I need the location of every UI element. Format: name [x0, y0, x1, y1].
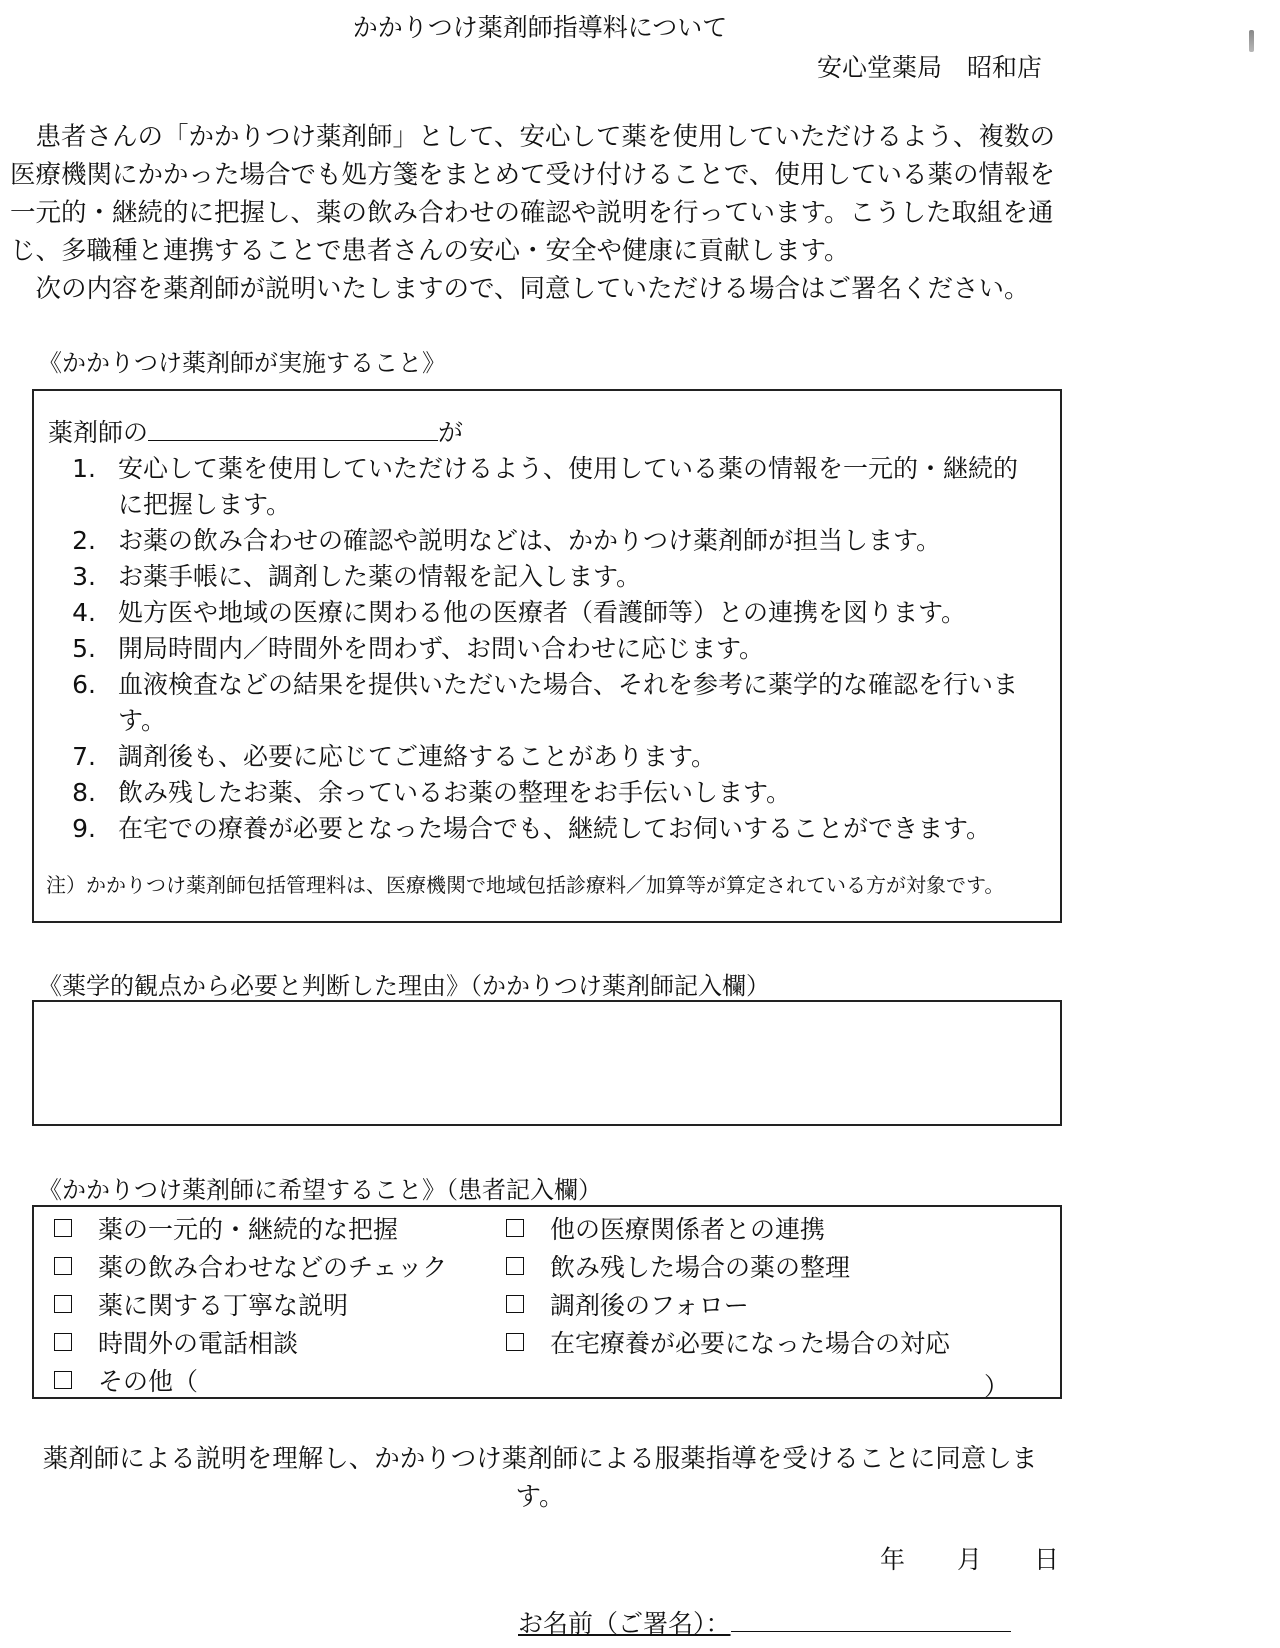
intro-text	[10, 118, 1080, 308]
checkbox-option[interactable]	[500, 1247, 850, 1285]
checkbox-icon[interactable]	[54, 1257, 72, 1275]
item-number: 3.	[72, 562, 96, 591]
date-line	[880, 1540, 1059, 1576]
list-item	[34, 559, 1060, 595]
checkbox-icon[interactable]	[54, 1295, 72, 1313]
scan-speck	[1249, 30, 1254, 52]
section1-heading: 《かかりつけ薬剤師が実施すること》	[38, 349, 446, 377]
list-item	[34, 595, 1060, 631]
signature-blank[interactable]	[731, 1607, 1011, 1632]
list-item	[34, 523, 1060, 559]
wishes-box	[32, 1205, 1062, 1399]
signature-label: お名前（ご署名）：	[518, 1609, 731, 1638]
checkbox-option-other[interactable]	[48, 1361, 198, 1399]
item-text: 飲み残したお薬、余っているお薬の整理をお手伝いします。	[118, 778, 792, 807]
option-label: 薬の飲み合わせなどのチェック	[98, 1253, 448, 1282]
item-number: 2.	[72, 526, 96, 555]
item-text: 安心して薬を使用していただけるよう、使用している薬の情報を一元的・継続的に把握します。	[118, 454, 1019, 519]
item-text: お薬手帳に、調剤した薬の情報を記入します。	[118, 562, 642, 591]
item-text: お薬の飲み合わせの確認や説明などは、かかりつけ薬剤師が担当します。	[118, 526, 942, 555]
list-item	[34, 667, 1060, 739]
checkbox-option[interactable]	[48, 1247, 447, 1285]
duties-box	[32, 389, 1062, 923]
option-label: 調剤後のフォロー	[550, 1291, 749, 1320]
signature-line	[518, 1604, 1011, 1640]
checkbox-option[interactable]	[48, 1285, 348, 1323]
item-text: 調剤後も、必要に応じてご連絡することがあります。	[118, 742, 717, 771]
list-item	[34, 631, 1060, 667]
item-number: 7.	[72, 742, 96, 771]
option-label: 在宅療養が必要になった場合の対応	[550, 1329, 951, 1358]
item-number: 6.	[72, 670, 96, 699]
other-close-paren: ）	[984, 1372, 1010, 1401]
option-label: 薬の一元的・継続的な把握	[98, 1215, 399, 1244]
pharmacist-name-line	[48, 413, 463, 449]
list-item	[34, 775, 1060, 811]
option-label: 飲み残した場合の薬の整理	[550, 1253, 851, 1282]
item-text: 血液検査などの結果を提供いただいた場合、それを参考に薬学的な確認を行います。	[118, 670, 1019, 735]
list-item	[34, 811, 1060, 847]
checkbox-option[interactable]	[500, 1209, 825, 1247]
date-day-label: 日	[1034, 1545, 1060, 1574]
option-label: 薬に関する丁寧な説明	[98, 1291, 349, 1320]
checkbox-option[interactable]	[48, 1323, 298, 1361]
item-text: 在宅での療養が必要となった場合でも、継続してお伺いすることができます。	[118, 814, 992, 843]
item-number: 1.	[72, 454, 96, 483]
footnote: 注）かかりつけ薬剤師包括管理料は、医療機関で地域包括診療料／加算等が算定されている方が対象です。	[46, 873, 1005, 897]
checkbox-icon[interactable]	[506, 1219, 524, 1237]
item-number: 9.	[72, 814, 96, 843]
item-number: 4.	[72, 598, 96, 627]
checkbox-icon[interactable]	[54, 1371, 72, 1389]
list-item	[34, 451, 1060, 523]
option-label: その他（	[98, 1367, 199, 1396]
checkbox-option[interactable]	[48, 1209, 398, 1247]
consent-statement: 薬剤師による説明を理解し、かかりつけ薬剤師による服薬指導を受けることに同意します。	[42, 1444, 1038, 1512]
item-number: 5.	[72, 634, 96, 663]
pharmacist-prefix: 薬剤師の	[48, 418, 149, 447]
list-item	[34, 739, 1060, 775]
checkbox-icon[interactable]	[54, 1333, 72, 1351]
pharmacist-name-blank[interactable]	[148, 416, 438, 441]
checkbox-option[interactable]	[500, 1285, 749, 1323]
intro-paragraph-1: 患者さんの「かかりつけ薬剤師」として、安心して薬を使用していただけるよう、複数の医療機関にかかった場合でも処方箋をまとめて受け付けることで、使用している薬の情報を一元的・継続的に把握し、薬の飲み合わせの確認や説明を行っています。こうした取組を通じ、多職種と連携することで患者さんの安心・安全や健康に貢献します。	[10, 122, 1055, 266]
intro-paragraph-2: 次の内容を薬剤師が説明いたしますので、同意していただける場合はご署名ください。	[35, 274, 1030, 304]
item-text: 開局時間内／時間外を問わず、お問い合わせに応じます。	[118, 634, 765, 663]
pharmacy-name: 安心堂薬局 昭和店	[816, 53, 1042, 82]
duties-list	[34, 451, 1060, 847]
option-label: 他の医療関係者との連携	[550, 1215, 826, 1244]
date-month-label: 月	[957, 1545, 983, 1574]
checkbox-icon[interactable]	[506, 1295, 524, 1313]
checkbox-icon[interactable]	[54, 1219, 72, 1237]
checkbox-option[interactable]	[500, 1323, 950, 1361]
section3-heading: 《かかりつけ薬剤師に希望すること》（患者記入欄）	[38, 1176, 602, 1204]
pharmacist-suffix: が	[438, 418, 464, 447]
item-number: 8.	[72, 778, 96, 807]
option-label: 時間外の電話相談	[98, 1329, 299, 1358]
item-text: 処方医や地域の医療に関わる他の医療者（看護師等）との連携を図ります。	[118, 598, 967, 627]
section2-heading: 《薬学的観点から必要と判断した理由》（かかりつけ薬剤師記入欄）	[38, 972, 770, 1000]
reason-input-box[interactable]	[32, 1000, 1062, 1126]
document-title: かかりつけ薬剤師指導料について	[352, 13, 728, 42]
checkbox-icon[interactable]	[506, 1257, 524, 1275]
date-year-label: 年	[880, 1545, 906, 1574]
checkbox-icon[interactable]	[506, 1333, 524, 1351]
